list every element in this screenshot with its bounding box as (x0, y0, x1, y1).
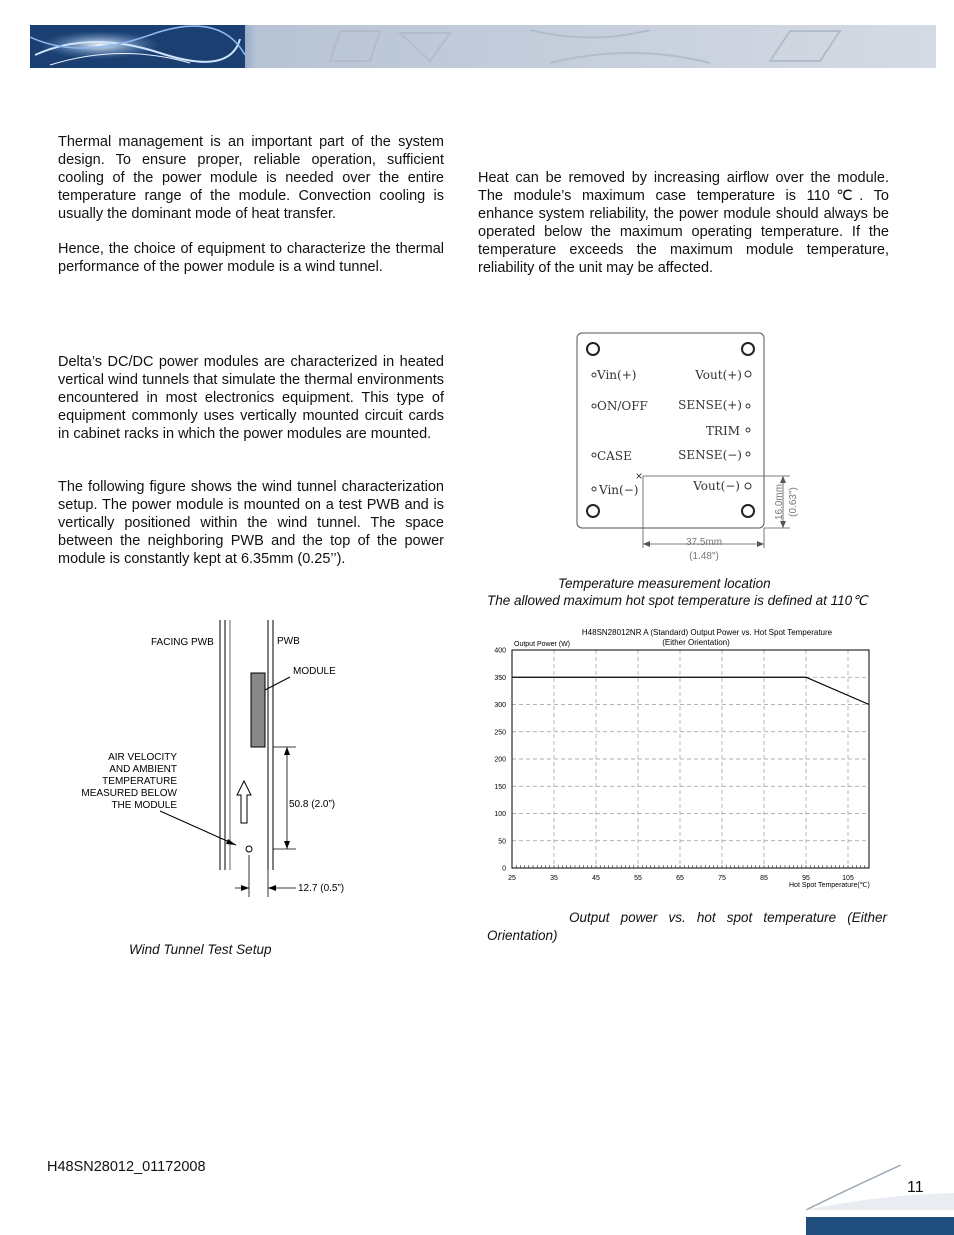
chart-y-tick-label: 50 (498, 838, 506, 846)
chart-y-axis-label: Output Power (W) (514, 641, 571, 648)
air-velocity-label-line: AIR VELOCITY (108, 752, 177, 763)
chart-y-tick-label: 400 (494, 647, 506, 655)
hot-spot-marker-icon: × (635, 469, 643, 483)
mounting-hole-icon (742, 505, 754, 517)
chart-x-tick-label: 85 (760, 875, 768, 882)
chart-caption-text: Output power vs. hot spot temperature (Either Orientation) (487, 910, 887, 943)
chart-subtitle: (Either Orientation) (662, 638, 730, 647)
mounting-hole-icon (742, 343, 754, 355)
dim-arrowhead (268, 885, 276, 891)
chart-x-tick-label: 55 (634, 875, 642, 882)
wind-tunnel-caption: Wind Tunnel Test Setup (129, 942, 272, 957)
pin-vout-minus: Vout(−) (693, 479, 740, 493)
footer-doc-id: H48SN28012_01172008 (47, 1159, 206, 1175)
pin-on-off: ON/OFF (597, 399, 648, 413)
header-banner-graphic (30, 25, 936, 68)
dim-arrowhead (284, 747, 290, 755)
pin-trim: TRIM (705, 424, 740, 438)
dim-horizontal-label: 12.7 (0.5”) (298, 883, 345, 894)
mounting-hole-icon (587, 505, 599, 517)
footer-swoosh-fill (806, 1193, 954, 1210)
dim-horizontal-in: (1.48") (689, 551, 719, 562)
mounting-hole-icon (587, 343, 599, 355)
pin-case: CASE (597, 449, 632, 463)
dim-horizontal-mm: 37.5mm (685, 537, 723, 548)
module-leader-line (265, 677, 290, 690)
dim-arrowhead (643, 541, 650, 547)
air-velocity-label-line: MEASURED BELOW (81, 788, 177, 799)
thermal-management-paragraph: Thermal management is an important part of the system design. To ensure proper, reliable operation, sufficient cooling of the power module is needed over the entire temperature range of the module. Convection cooling is usually the dominant mode of heat transfer. (58, 134, 444, 223)
pin-vin-plus: Vin(+) (597, 368, 637, 382)
wind-tunnel-diagram (60, 615, 390, 905)
chart-x-tick-label: 35 (550, 875, 558, 882)
dim-arrowhead (780, 521, 786, 528)
pin-sense-plus: SENSE(+) (678, 398, 742, 412)
equipment-paragraph: Hence, the choice of equipment to characterize the thermal performance of the power module is a wind tunnel. (58, 241, 444, 276)
chart-y-tick-label: 300 (494, 702, 506, 709)
max-hot-spot-caption: The allowed maximum hot spot temperature is defined at 110℃ (487, 593, 868, 608)
airflow-arrow-icon (237, 781, 251, 823)
air-velocity-label-line: THE MODULE (111, 800, 177, 811)
wind-tunnel-paragraph: Delta’s DC/DC power modules are characterized in heated vertical wind tunnels that simulate the thermal environments encountered in most electronics equipment. This type of equipment commonly uses vertically mounted circuit cards in cabinet racks in which the power modules are mounted. (58, 354, 444, 443)
dim-vertical-mm: 16.0mm (774, 483, 785, 521)
chart-y-tick-label: 150 (494, 783, 506, 791)
chart-x-tick-label: 95 (802, 875, 810, 882)
chart-x-tick-label: 25 (508, 875, 516, 882)
chart-y-tick-label: 100 (494, 811, 506, 818)
chart-title: H48SN28012NR A (Standard) Output Power vs. Hot Spot Temperature (581, 628, 833, 637)
chart-y-tick-label: 0 (502, 865, 506, 873)
chart-x-axis-label: Hot Spot Temperature(℃) (789, 882, 870, 889)
pin-vin-minus: Vin(−) (599, 483, 639, 497)
chart-y-tick-label: 200 (494, 756, 506, 764)
temperature-location-caption: Temperature measurement location (558, 576, 771, 591)
chart-x-tick-label: 45 (592, 875, 600, 882)
dim-arrowhead (241, 885, 249, 891)
chart-x-tick-label: 105 (842, 875, 854, 882)
pin-sense-minus: SENSE(−) (678, 448, 742, 462)
chart-caption (487, 909, 887, 945)
header-banner (30, 25, 936, 68)
dim-arrowhead (757, 541, 764, 547)
measurement-arrowhead (226, 839, 236, 845)
pwb-label: PWB (277, 636, 300, 647)
dim-vertical-in: (0.63") (788, 487, 799, 517)
setup-paragraph: The following figure shows the wind tunnel characterization setup. The power module is mounted on a test PWB and is vertically positioned within the wind tunnel. The space between the neighboring PWB and the top of the power module is constantly kept at 6.35mm (0.25’’). (58, 479, 444, 568)
output-power-series-line (512, 677, 869, 704)
dim-vertical-label: 50.8 (2.0”) (289, 799, 336, 810)
chart-y-tick-label: 250 (494, 729, 506, 737)
chart-y-tick-label: 350 (494, 674, 506, 682)
module-label: MODULE (293, 666, 336, 677)
dim-arrowhead (780, 476, 786, 483)
chart-x-tick-label: 65 (676, 875, 684, 882)
footer-graphic (806, 1165, 954, 1235)
pin-vout-plus: Vout(+) (695, 368, 742, 382)
air-velocity-label-line: TEMPERATURE (102, 776, 177, 787)
page-number: 11 (907, 1179, 924, 1196)
module-block (251, 673, 265, 747)
chart-x-tick-label: 75 (718, 875, 726, 882)
air-velocity-label-line: AND AMBIENT (109, 764, 177, 775)
footer-bar (806, 1217, 954, 1235)
output-power-chart (485, 622, 885, 892)
sensor-point (246, 846, 252, 852)
dim-arrowhead (284, 841, 290, 849)
module-pinout-diagram (570, 328, 810, 568)
heat-removal-paragraph: Heat can be removed by increasing airflow over the module. The module’s maximum case temperature is 110℃. To enhance system reliability, the power module should always be operated below the maximum operating temperature. If the temperature exceeds the maximum module temperature, reliability of the unit may be affected. (478, 170, 889, 277)
facing-pwb-label: FACING PWB (151, 637, 214, 648)
